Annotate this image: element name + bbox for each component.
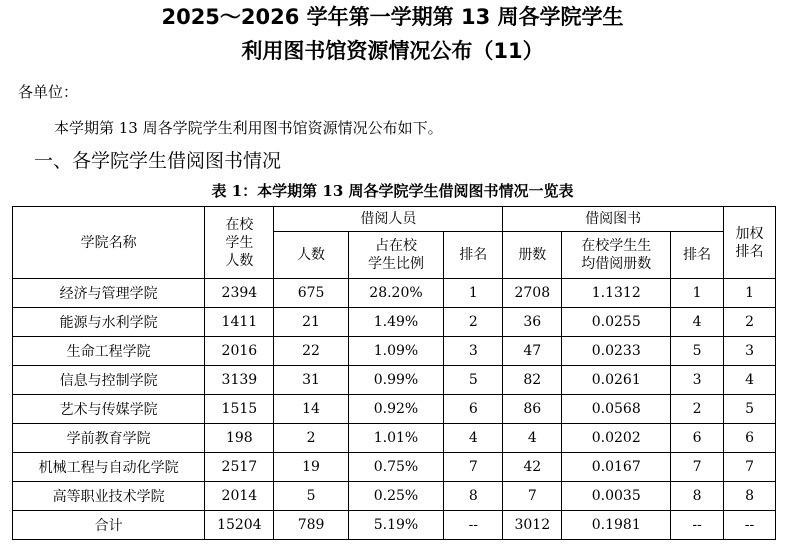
table-caption: 表 1：本学期第 13 周各学院学生借阅图书情况一览表 (211, 182, 574, 200)
cell-weighted-rank: 6 (724, 424, 776, 453)
cell-avg-volumes: 0.0233 (562, 337, 671, 366)
cell-books-rank: -- (671, 511, 724, 540)
table-row (13, 482, 776, 511)
cell-borrower-rank: 8 (444, 482, 503, 511)
table-row (13, 279, 776, 308)
header-row-top (13, 207, 776, 232)
cell-borrower-count: 31 (274, 366, 348, 395)
cell-volumes: 7 (503, 482, 562, 511)
table-row (13, 308, 776, 337)
cell-volumes: 3012 (503, 511, 562, 540)
cell-enrolled: 2517 (205, 453, 274, 482)
cell-borrower-rank: 6 (444, 395, 503, 424)
cell-borrower-rank: 7 (444, 453, 503, 482)
table-row (13, 366, 776, 395)
cell-enrolled: 2016 (205, 337, 274, 366)
cell-college: 生命工程学院 (13, 337, 205, 366)
cell-volumes: 4 (503, 424, 562, 453)
cell-borrower-rank: 4 (444, 424, 503, 453)
header-avg (562, 232, 671, 279)
cell-volumes: 47 (503, 337, 562, 366)
cell-avg-volumes: 1.1312 (562, 279, 671, 308)
cell-borrower-ratio: 0.25% (348, 482, 444, 511)
cell-borrower-ratio: 28.20% (348, 279, 444, 308)
header-ratio-line2: 学生比例 (368, 256, 424, 272)
cell-enrolled: 1411 (205, 308, 274, 337)
cell-volumes: 36 (503, 308, 562, 337)
cell-borrower-ratio: 0.75% (348, 453, 444, 482)
table-body (13, 279, 776, 540)
cell-borrower-count: 21 (274, 308, 348, 337)
cell-avg-volumes: 0.1981 (562, 511, 671, 540)
cell-enrolled: 15204 (205, 511, 274, 540)
table-total-row (13, 511, 776, 540)
cell-weighted-rank: 1 (724, 279, 776, 308)
header-ratio-line1: 占在校 (375, 238, 417, 254)
cell-avg-volumes: 0.0202 (562, 424, 671, 453)
header-volumes: 册数 (503, 232, 562, 279)
cell-borrower-ratio: 1.01% (348, 424, 444, 453)
header-enrolled-line3: 人数 (225, 252, 254, 269)
cell-books-rank: 3 (671, 366, 724, 395)
cell-books-rank: 1 (671, 279, 724, 308)
cell-college: 合计 (13, 511, 205, 540)
header-weighted-rank (724, 207, 776, 279)
section-heading: 一、各学院学生借阅图书情况 (34, 150, 282, 172)
cell-weighted-rank: -- (724, 511, 776, 540)
cell-borrower-ratio: 1.09% (348, 337, 444, 366)
cell-weighted-rank: 3 (724, 337, 776, 366)
cell-borrower-ratio: 0.92% (348, 395, 444, 424)
cell-borrower-count: 14 (274, 395, 348, 424)
cell-college: 机械工程与自动化学院 (13, 453, 205, 482)
cell-borrower-count: 5 (274, 482, 348, 511)
table-row (13, 395, 776, 424)
cell-weighted-rank: 5 (724, 395, 776, 424)
cell-college: 信息与控制学院 (13, 366, 205, 395)
header-rank-borrowers: 排名 (444, 232, 503, 279)
cell-borrower-count: 2 (274, 424, 348, 453)
header-enrolled-line2: 学生 (225, 234, 254, 251)
cell-borrower-count: 789 (274, 511, 348, 540)
document-title-line2: 利用图书馆资源情况公布（11） (241, 39, 544, 63)
cell-avg-volumes: 0.0167 (562, 453, 671, 482)
cell-borrower-count: 19 (274, 453, 348, 482)
cell-books-rank: 2 (671, 395, 724, 424)
table-row (13, 453, 776, 482)
cell-books-rank: 7 (671, 453, 724, 482)
header-ratio (348, 232, 444, 279)
document-title-line1: 2025～2026 学年第一学期第 13 周各学院学生 (161, 5, 624, 29)
cell-borrower-count: 675 (274, 279, 348, 308)
cell-books-rank: 4 (671, 308, 724, 337)
cell-college: 艺术与传媒学院 (13, 395, 205, 424)
cell-college: 能源与水利学院 (13, 308, 205, 337)
header-avg-line2: 均借阅册数 (581, 256, 652, 272)
cell-enrolled: 2394 (205, 279, 274, 308)
cell-borrower-ratio: 1.49% (348, 308, 444, 337)
header-count: 人数 (274, 232, 348, 279)
cell-books-rank: 5 (671, 337, 724, 366)
cell-enrolled: 3139 (205, 366, 274, 395)
header-borrowers-group: 借阅人员 (274, 207, 503, 232)
header-college-label: 学院名称 (80, 234, 137, 251)
cell-volumes: 2708 (503, 279, 562, 308)
cell-borrower-count: 22 (274, 337, 348, 366)
cell-avg-volumes: 0.0261 (562, 366, 671, 395)
table-row (13, 424, 776, 453)
cell-avg-volumes: 0.0035 (562, 482, 671, 511)
borrowing-table (12, 206, 776, 540)
cell-books-rank: 6 (671, 424, 724, 453)
cell-college: 经济与管理学院 (13, 279, 205, 308)
header-avg-line1: 在校学生生 (581, 238, 652, 254)
cell-enrolled: 198 (205, 424, 274, 453)
cell-volumes: 42 (503, 453, 562, 482)
cell-volumes: 82 (503, 366, 562, 395)
cell-weighted-rank: 8 (724, 482, 776, 511)
header-rank-books: 排名 (671, 232, 724, 279)
header-college (13, 207, 205, 279)
cell-books-rank: 8 (671, 482, 724, 511)
table-row (13, 337, 776, 366)
cell-borrower-ratio: 0.99% (348, 366, 444, 395)
addressee: 各单位： (18, 83, 79, 101)
cell-weighted-rank: 2 (724, 308, 776, 337)
header-enrolled-line1: 在校 (225, 216, 254, 233)
cell-avg-volumes: 0.0568 (562, 395, 671, 424)
cell-enrolled: 2014 (205, 482, 274, 511)
cell-avg-volumes: 0.0255 (562, 308, 671, 337)
cell-volumes: 86 (503, 395, 562, 424)
cell-borrower-rank: -- (444, 511, 503, 540)
cell-weighted-rank: 7 (724, 453, 776, 482)
cell-borrower-rank: 1 (444, 279, 503, 308)
cell-enrolled: 1515 (205, 395, 274, 424)
cell-borrower-rank: 5 (444, 366, 503, 395)
cell-college: 学前教育学院 (13, 424, 205, 453)
header-weighted-line2: 排名 (735, 243, 764, 260)
cell-borrower-ratio: 5.19% (348, 511, 444, 540)
cell-weighted-rank: 4 (724, 366, 776, 395)
header-books-group: 借阅图书 (503, 207, 724, 232)
intro-paragraph: 本学期第 13 周各学院学生利用图书馆资源情况公布如下。 (54, 119, 443, 137)
cell-borrower-rank: 3 (444, 337, 503, 366)
header-enrolled (205, 207, 274, 279)
header-weighted-line1: 加权 (735, 225, 764, 242)
cell-borrower-rank: 2 (444, 308, 503, 337)
cell-college: 高等职业技术学院 (13, 482, 205, 511)
